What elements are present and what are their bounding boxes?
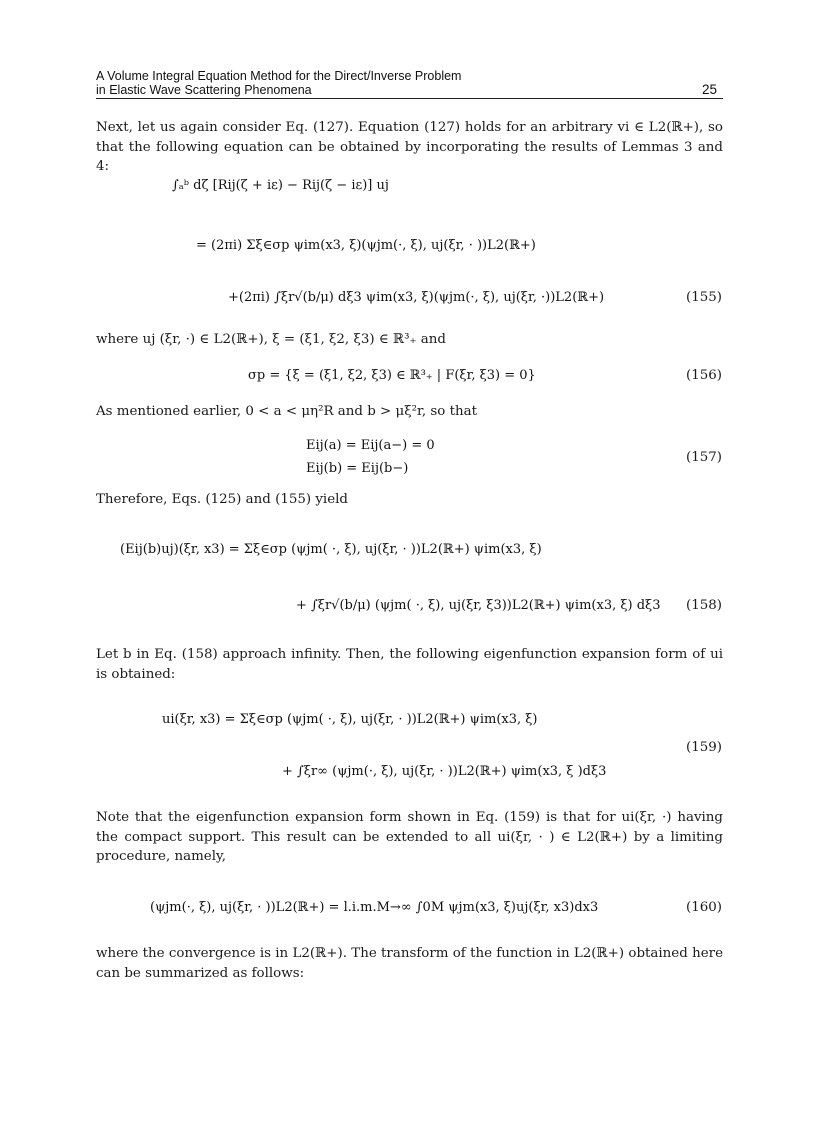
eq155-number: (155) [685,290,722,305]
eq158-number: (158) [685,598,722,613]
eq156: σp = {ξ = (ξ1, ξ2, ξ3) ∈ ℝ³₊ | F(ξr, ξ3) = 0} [248,368,536,383]
eq155-line1: ∫ₐᵇ dζ [Rij(ζ + iε) − Rij(ζ − iε)] uj [172,178,389,193]
eq158-line1: (Eij(b)uj)(ξr, x3) = Σξ∈σp (ψjm( ·, ξ), uj(ξr, · ))L2(ℝ+) ψim(x3, ξ) [120,542,542,557]
eq155-line2: = (2πi) Σξ∈σp ψim(x3, ξ)(ψjm(·, ξ), uj(ξr, · ))L2(ℝ+) [196,238,536,253]
eq156-number: (156) [685,368,722,383]
running-header-line2: in Elastic Wave Scattering Phenomena [96,83,312,97]
eq157-line1: Eij(a) = Eij(a−) = 0 [306,438,435,453]
eq160: (ψjm(·, ξ), uj(ξr, · ))L2(ℝ+) = l.i.m.M→∞ ∫0M ψjm(x3, ξ)uj(ξr, x3)dx3 [150,900,599,915]
eq157-number: (157) [685,450,722,465]
paragraph-5: Let b in Eq. (158) approach infinity. Then, the following eigenfunction expansion form of ui is obtained: [96,647,723,682]
eq155-line3: +(2πi) ∫ξr√(b/μ) dξ3 ψim(x3, ξ)(ψjm(·, ξ), uj(ξr, ·))L2(ℝ+) [228,290,605,305]
eq159-line1: ui(ξr, x3) = Σξ∈σp (ψjm( ·, ξ), uj(ξr, · ))L2(ℝ+) ψim(x3, ξ) [162,712,538,727]
eq159-number: (159) [685,740,722,755]
eq157-line2: Eij(b) = Eij(b−) [306,461,409,476]
paragraph-4: Therefore, Eqs. (125) and (155) yield [96,492,348,507]
page-number: 25 [702,82,718,97]
paragraph-3: As mentioned earlier, 0 < a < μη²R and b > μξ²r, so that [96,404,477,419]
paragraph-2: where uj (ξr, ·) ∈ L2(ℝ+), ξ = (ξ1, ξ2, ξ3) ∈ ℝ³₊ and [96,332,446,347]
running-header-line1: A Volume Integral Equation Method for the Direct/Inverse Problem [96,69,462,83]
eq158-line2: + ∫ξr√(b/μ) (ψjm( ·, ξ), uj(ξr, ξ3))L2(ℝ+) ψim(x3, ξ) dξ3 [296,598,661,613]
header-rule [96,98,723,99]
paragraph-1: Next, let us again consider Eq. (127). Equation (127) holds for an arbitrary vi ∈ L2(ℝ+), so that the following equation can be obtained by incorporating the results of Lemmas 3 and 4: [96,120,723,174]
paragraph-6: Note that the eigenfunction expansion form shown in Eq. (159) is that for ui(ξr, ·) having the compact support. This result can be extended to all ui(ξr, · ) ∈ L2(ℝ+) by a limiting procedure, namely, [96,810,723,864]
eq159-line2: + ∫ξr∞ (ψjm(·, ξ), uj(ξr, · ))L2(ℝ+) ψim(x3, ξ )dξ3 [282,764,607,779]
paragraph-7: where the convergence is in L2(ℝ+). The transform of the function in L2(ℝ+) obtained here can be summarized as follows: [96,946,723,981]
eq160-number: (160) [685,900,722,915]
